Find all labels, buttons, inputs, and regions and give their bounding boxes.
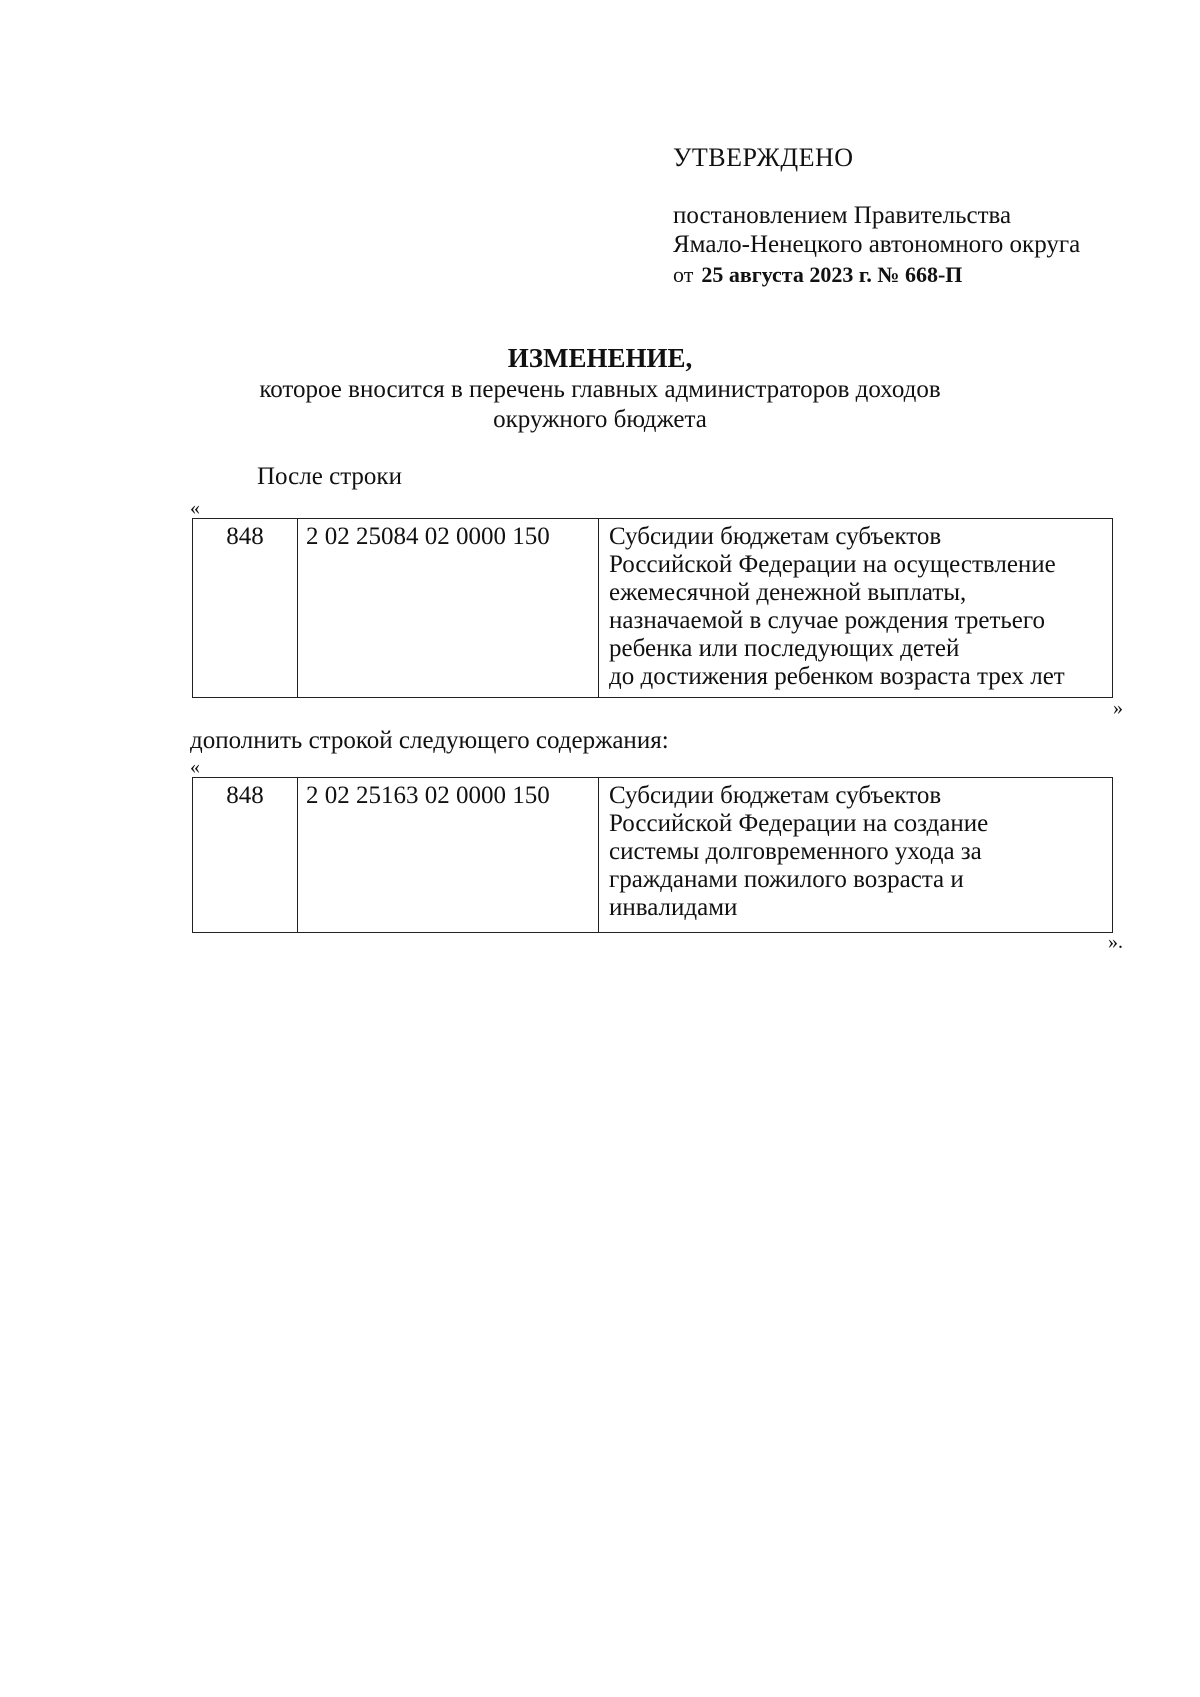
approval-line-2: Ямало-Ненецкого автономного округа	[673, 231, 1081, 258]
document-subtitle-line-1: которое вносится в перечень главных администраторов доходов	[259, 376, 941, 403]
revenue-name-cell	[599, 519, 1113, 698]
table-row	[193, 519, 1113, 698]
after-row-text: После строки	[257, 463, 402, 490]
kbk-cell: 2 02 25163 02 0000 150	[298, 778, 599, 933]
revenue-name-line: системы долговременного ухода за	[609, 838, 982, 865]
existing-row-table	[192, 518, 1113, 698]
revenue-name-line: Российской Федерации на создание	[609, 810, 989, 837]
open-quote: «	[190, 497, 200, 519]
document-title: ИЗМЕНЕНИЕ,	[507, 343, 693, 373]
admin-code-cell: 848	[193, 519, 298, 698]
revenue-name-line: инвалидами	[609, 894, 738, 921]
approval-line-1: постановлением Правительства	[673, 202, 1012, 229]
revenue-name-cell	[599, 778, 1113, 933]
supplement-text: дополнить строкой следующего содержания:	[190, 727, 669, 754]
table-row	[193, 778, 1113, 933]
revenue-name-line: Субсидии бюджетам субъектов	[609, 782, 942, 809]
new-row-table	[192, 777, 1113, 933]
revenue-name-line: гражданами пожилого возраста и	[609, 866, 964, 893]
decree-number: 25 августа 2023 г. № 668-П	[701, 262, 963, 287]
approval-decree-line	[673, 262, 962, 288]
open-quote: «	[190, 756, 200, 778]
revenue-name-line: Российской Федерации на осуществление	[609, 551, 1056, 578]
decree-date-prefix: от	[673, 262, 694, 287]
revenue-name-line: до достижения ребенком возраста трех лет	[609, 663, 1065, 690]
revenue-name-line: назначаемой в случае рождения третьего	[609, 607, 1046, 634]
approval-title: УТВЕРЖДЕНО	[673, 143, 854, 172]
document-subtitle-line-2: окружного бюджета	[493, 406, 707, 433]
close-quote: »	[1113, 697, 1123, 719]
kbk-cell: 2 02 25084 02 0000 150	[298, 519, 599, 698]
revenue-name-line: ребенка или последующих детей	[609, 635, 960, 662]
revenue-name-line: Субсидии бюджетам субъектов	[609, 523, 942, 550]
admin-code-cell: 848	[193, 778, 298, 933]
close-quote-final: ».	[1108, 931, 1123, 953]
revenue-name-line: ежемесячной денежной выплаты,	[609, 579, 967, 606]
